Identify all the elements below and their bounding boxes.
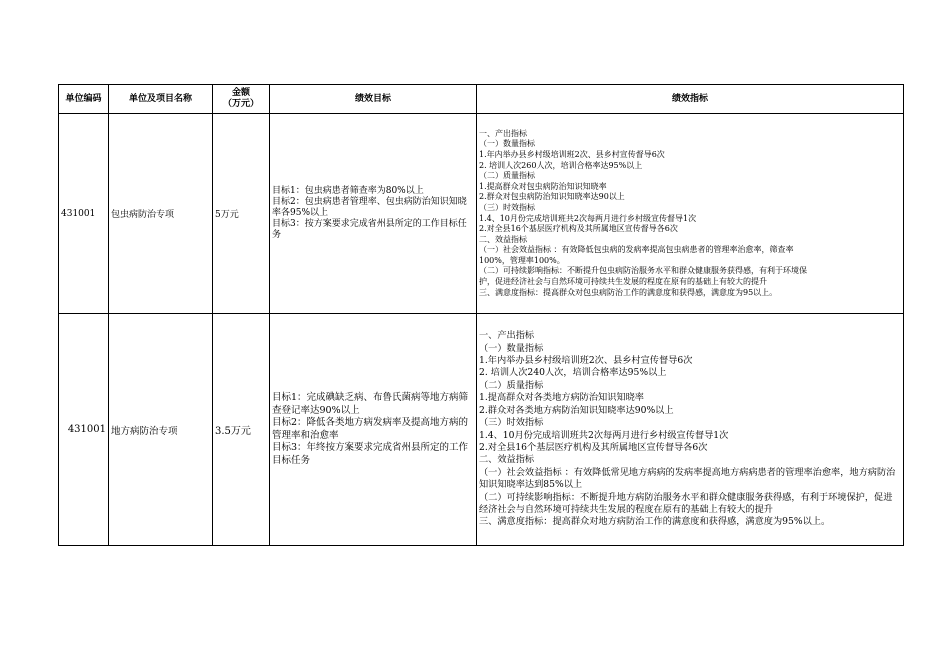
unit-code-cell: 431001 bbox=[59, 114, 109, 314]
header-amount-line2: （万元） bbox=[222, 99, 259, 109]
indicator-line: 2.对全县16个基层医疗机构及其所属地区宣传督导各6次 bbox=[479, 441, 708, 453]
indicator-line: 三、满意度指标：提高群众对包虫病防治工作的满意度和获得感，满意度为95以上。 bbox=[479, 287, 778, 297]
indicator-line: （一）数量指标 bbox=[479, 342, 544, 354]
amount-cell: 3.5万元 bbox=[213, 314, 270, 546]
amount-cell: 5万元 bbox=[213, 114, 270, 314]
performance-table bbox=[58, 84, 904, 546]
perf-goal-cell bbox=[270, 314, 477, 546]
indicator-line: 三、满意度指标：提高群众对地方病防治工作的满意度和获得感，满意度为95%以上。 bbox=[479, 516, 831, 528]
indicator-line: 二、效益指标 bbox=[479, 454, 535, 466]
perf-indicator-cell bbox=[477, 314, 904, 546]
indicator-line: 2. 培训人次260人次，培训合格率达95%以上 bbox=[479, 160, 643, 170]
indicator-line: （一）社会效益指标 ：有效降低常见地方病病的发病率提高地方病病患者的管理率治愈率，地方病防治知识知晓率达到85%以上 bbox=[479, 466, 896, 491]
indicator-line: 1.提高群众对包虫病防治知识知晓率 bbox=[479, 181, 607, 191]
indicator-line: （二）可持续影响指标：不断提升包虫病防治服务水平和群众健康服务获得感，有利于环境保 bbox=[479, 266, 807, 276]
indicator-line: 2.对全县16个基层医疗机构及其所属地区宣传督导各6次 bbox=[479, 224, 678, 234]
header-unit-project-name: 单位及项目名称 bbox=[109, 85, 213, 114]
indicator-line: 2.群众对包虫病防治知识知晓率达90以上 bbox=[479, 192, 625, 202]
indicator-line: 2.群众对各类地方病防治知识知晓率达90%以上 bbox=[479, 404, 674, 416]
header-amount bbox=[213, 85, 270, 114]
goal-line: 目标3：按方案要求完成省州县所定的工作目标任务 bbox=[272, 219, 467, 240]
goal-line: 目标2：降低各类地方病发病率及提高地方病的管理率和治愈率 bbox=[272, 417, 469, 441]
header-perf-goal: 绩效目标 bbox=[270, 85, 477, 114]
indicator-line: （二）质量指标 bbox=[479, 171, 535, 181]
indicator-line: 1.4、10月份完成培训班共2次每两月进行乡村级宣传督导1次 bbox=[479, 213, 697, 223]
header-perf-indicator: 绩效指标 bbox=[477, 85, 904, 114]
perf-goal-cell bbox=[270, 114, 477, 314]
goal-line: 目标3：年终按方案要求完成省州县所定的工作目标任务 bbox=[272, 442, 469, 466]
indicator-line: （二）质量指标 bbox=[479, 379, 544, 391]
perf-indicator-cell bbox=[477, 114, 904, 314]
indicator-line: 1.提高群众对各类地方病防治知识知晓率 bbox=[479, 392, 644, 404]
project-name-cell: 地方病防治专项 bbox=[109, 314, 213, 546]
indicator-line: 1.年内举办县乡村级培训班2次、县乡村宣传督导6次 bbox=[479, 355, 693, 367]
table-row bbox=[59, 114, 904, 314]
indicator-line: 1.4、10月份完成培训班共2次每两月进行乡村级宣传督导1次 bbox=[479, 429, 729, 441]
unit-code-cell: 431001 bbox=[59, 314, 109, 546]
indicator-line: （三）时效指标 bbox=[479, 417, 544, 429]
indicator-line: 二、效益指标 bbox=[479, 234, 527, 244]
indicator-line: （一）社会效益指标 ：有效降低包虫病的发病率提高包虫病患者的管理率治愈率，筛查率 bbox=[479, 245, 794, 255]
project-name-cell: 包虫病防治专项 bbox=[109, 114, 213, 314]
table-row bbox=[59, 314, 904, 546]
indicator-line: 一、产出指标 bbox=[479, 128, 527, 138]
indicator-line: （一）数量指标 bbox=[479, 139, 535, 149]
goal-line: 目标1：完成碘缺乏病、布鲁氏菌病等地方病筛查登记率达90%以上 bbox=[272, 392, 469, 416]
goal-line: 目标1：包虫病患者筛查率为80%以上 bbox=[272, 186, 424, 196]
indicator-line: 100%，管理率100%。 bbox=[479, 255, 565, 265]
indicator-line: 一、产出指标 bbox=[479, 330, 535, 342]
indicator-line: （二）可持续影响指标：不断提升地方病防治服务水平和群众健康服务获得感，有利于环境保护，促进经济社会与自然环境可持续共生发展的程度在原有的基础上有较大的提升 bbox=[479, 491, 893, 515]
indicator-line: 2. 培训人次240人次，培训合格率达95%以上 bbox=[479, 367, 667, 379]
header-amount-line1: 金额 bbox=[231, 88, 250, 98]
indicator-line: （三）时效指标 bbox=[479, 202, 535, 212]
header-unit-code: 单位编码 bbox=[59, 85, 109, 114]
indicator-line: 1.年内举办县乡村级培训班2次、县乡村宣传督导6次 bbox=[479, 149, 665, 159]
indicator-line: 护，促进经济社会与自然环境可持续共生发展的程度在原有的基础上有较大的提升 bbox=[479, 277, 767, 287]
goal-line: 目标2：包虫病患者管理率、包虫病防治知识知晓率各95%以上 bbox=[272, 197, 467, 218]
header-row bbox=[59, 85, 904, 114]
